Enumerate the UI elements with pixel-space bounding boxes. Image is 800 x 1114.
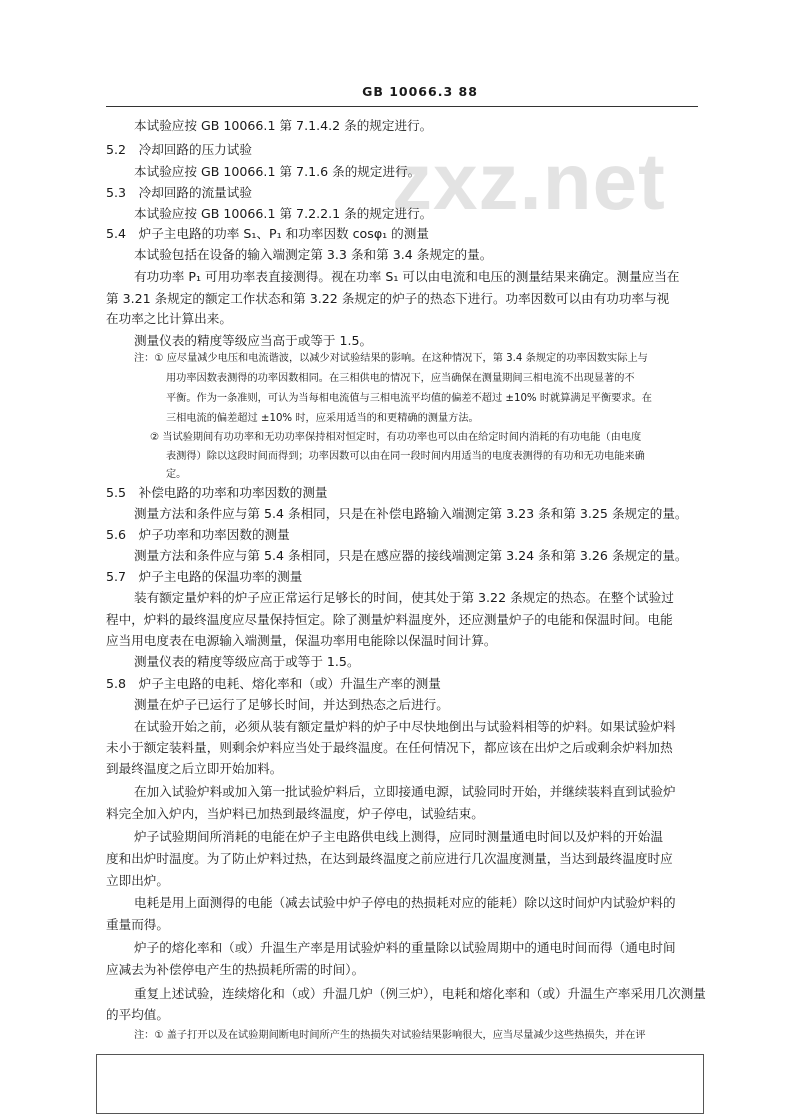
text-line: 应减去为补偿停电产生的热损耗所需的时间）。 — [106, 962, 365, 977]
note-line: 注：① 盖子打开以及在试验期间断电时间所产生的热损失对试验结果影响很大，应当尽量减少这些热损失，并在评 — [134, 1030, 646, 1041]
text-line: 料完全加入炉内，当炉料已加热到最终温度，炉子停电，试验结束。 — [106, 806, 484, 821]
section-heading-5-7: 5.7 炉子主电路的保温功率的测量 — [106, 569, 303, 584]
text-line: 测量仪表的精度等级应高于或等于 1.5。 — [134, 654, 360, 669]
text-line: 应当用电度表在电源输入端测量，保温功率用电能除以保温时间计算。 — [106, 633, 497, 648]
text-line: 在加入试验炉料或加入第一批试验炉料后，立即接通电源，试验同时开始，并继续装料直到试验炉 — [134, 784, 676, 799]
text-line: 程中，炉料的最终温度应尽量保持恒定。除了测量炉料温度外，还应测量炉子的电能和保温时间。电能 — [106, 612, 673, 627]
note-line: 注：① 应尽量减少电压和电流谐波，以减少对试验结果的影响。在这种情况下，第 3.4 条规定的功率因数实际上与 — [134, 353, 648, 364]
text-line: 本试验应按 GB 10066.1 第 7.2.2.1 条的规定进行。 — [134, 206, 433, 221]
text-line: 重复上述试验，连续熔化和（或）升温几炉（例三炉），电耗和熔化率和（或）升温生产率采用几次测量 — [134, 986, 706, 1001]
text-line: 到最终温度之后立即开始加料。 — [106, 761, 283, 776]
section-heading-5-4: 5.4 炉子主电路的功率 S₁、P₁ 和功率因数 cosφ₁ 的测量 — [106, 226, 429, 241]
text-line: 的平均值。 — [106, 1007, 169, 1022]
text-line: 测量在炉子已运行了足够长时间，并达到热态之后进行。 — [134, 697, 449, 712]
text-line: 重量而得。 — [106, 917, 169, 932]
note-line: 平衡。作为一条准则，可认为当每相电流值与三相电流平均值的偏差不超过 ±10% 时就算满足平衡要求。在 — [166, 393, 652, 404]
text-line: 本试验应按 GB 10066.1 第 7.1.6 条的规定进行。 — [134, 164, 421, 179]
note-line: 用功率因数表测得的功率因数相同。在三相供电的情况下，应当确保在测量期间三相电流不出现显著的不 — [166, 373, 635, 384]
text-line: 本试验包括在设备的输入端测定第 3.3 条和第 3.4 条规定的量。 — [134, 247, 493, 262]
section-heading-5-3: 5.3 冷却回路的流量试验 — [106, 185, 252, 200]
text-line: 立即出炉。 — [106, 873, 169, 888]
text-line: 炉子的熔化率和（或）升温生产率是用试验炉料的重量除以试验周期中的通电时间而得（通电时间 — [134, 940, 676, 955]
watermark: zxz.net — [392, 137, 666, 226]
text-line: 在试验开始之前，必须从装有额定量炉料的炉子中尽快地倒出与试验料相等的炉料。如果试验炉料 — [134, 719, 676, 734]
text-line: 本试验应按 GB 10066.1 第 7.1.4.2 条的规定进行。 — [134, 118, 433, 133]
section-heading-5-5: 5.5 补偿电路的功率和功率因数的测量 — [106, 485, 328, 500]
section-heading-5-6: 5.6 炉子功率和功率因数的测量 — [106, 527, 290, 542]
text-line: 电耗是用上面测得的电能（减去试验中炉子停电的热损耗对应的能耗）除以这时间炉内试验炉料的 — [134, 895, 676, 910]
text-line: 未小于额定装料量，则剩余炉料应当处于最终温度。在任何情况下，都应该在出炉之后或剩余炉料加热 — [106, 740, 673, 755]
text-line: 测量方法和条件应与第 5.4 条相同，只是在补偿电路输入端测定第 3.23 条和第 3.25 条规定的量。 — [134, 506, 688, 521]
note-line: 定。 — [166, 469, 187, 480]
text-line: 有功功率 P₁ 可用功率表直接测得。视在功率 S₁ 可以由电流和电压的测量结果来确定。测量应当在 — [134, 269, 680, 284]
text-line: 装有额定量炉料的炉子应正常运行足够长的时间，使其处于第 3.22 条规定的热态。在整个试验过 — [134, 590, 674, 605]
text-line: 在功率之比计算出来。 — [106, 311, 232, 326]
bottom-frame — [96, 1054, 704, 1114]
standard-number: GB 10066.3 88 — [362, 84, 478, 99]
section-heading-5-8: 5.8 炉子主电路的电耗、熔化率和（或）升温生产率的测量 — [106, 676, 441, 691]
text-line: 第 3.21 条规定的额定工作状态和第 3.22 条规定的炉子的热态下进行。功率因数可以由有功功率与视 — [106, 291, 670, 306]
text-line: 度和出炉时温度。为了防止炉料过热，在达到最终温度之前应进行几次温度测量，当达到最终温度时应 — [106, 851, 673, 866]
section-heading-5-2: 5.2 冷却回路的压力试验 — [106, 142, 252, 157]
note-line: ② 当试验期间有功功率和无功功率保持相对恒定时，有功功率也可以由在给定时间内消耗的有功电能（由电度 — [150, 432, 642, 443]
page-header — [0, 84, 800, 106]
text-line: 测量仪表的精度等级应当高于或等于 1.5。 — [134, 333, 373, 348]
text-line: 测量方法和条件应与第 5.4 条相同，只是在感应器的接线端测定第 3.24 条和第 3.26 条规定的量。 — [134, 548, 688, 563]
header-rule — [106, 106, 698, 107]
note-line: 三相电流的偏差超过 ±10% 时，应采用适当的和更精确的测量方法。 — [166, 413, 479, 424]
text-line: 炉子试验期间所消耗的电能在炉子主电路供电线上测得，应同时测量通电时间以及炉料的开始温 — [134, 829, 663, 844]
note-line: 表测得）除以这段时间而得到；功率因数可以由在同一段时间内用适当的电度表测得的有功和无功电能来确 — [166, 451, 645, 462]
